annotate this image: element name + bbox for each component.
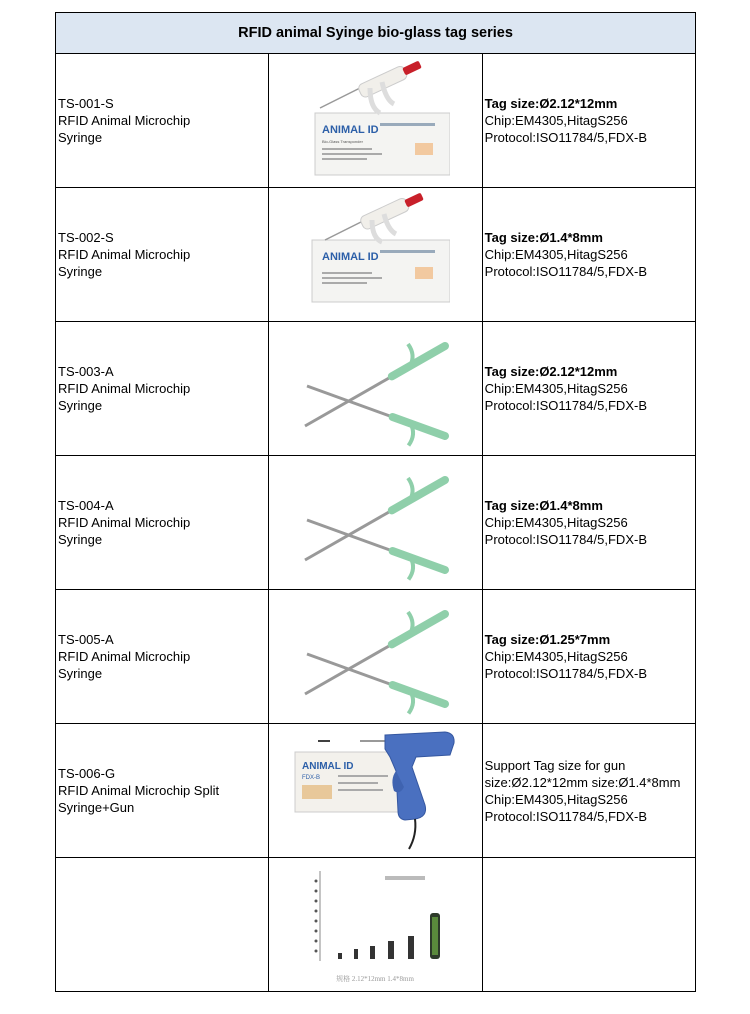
model-cell — [56, 54, 269, 188]
syringe-pack-image — [300, 58, 450, 183]
product-name: RFID Animal Microchip — [58, 113, 191, 128]
table-row — [56, 590, 696, 724]
size-chart-image — [290, 861, 460, 989]
table-row — [56, 54, 696, 188]
model-code: TS-004-A — [58, 498, 114, 513]
product-name: RFID Animal Microchip — [58, 247, 191, 262]
table-row — [56, 456, 696, 590]
green-syringes-image — [295, 326, 455, 451]
product-name: RFID Animal Microchip — [58, 381, 191, 396]
spec-cell — [482, 188, 695, 322]
model-cell — [56, 188, 269, 322]
table-row — [56, 724, 696, 858]
model-cell — [56, 322, 269, 456]
chip-spec: Chip:EM4305,HitagS256 — [484, 791, 628, 807]
protocol-spec: Protocol:ISO11784/5,FDX-B — [484, 808, 647, 824]
image-cell — [269, 724, 482, 858]
support-sizes: size:Ø2.12*12mm size:Ø1.4*8mm — [484, 774, 681, 790]
pack-label: ANIMAL ID — [322, 251, 380, 263]
model-cell — [56, 724, 269, 858]
chip-spec: Chip:EM4305,HitagS256 — [484, 113, 628, 128]
protocol-spec: Protocol:ISO11784/5,FDX-B — [484, 666, 647, 681]
protocol-spec: Protocol:ISO11784/5,FDX-B — [484, 264, 647, 279]
tag-size: Tag size:Ø1.25*7mm — [484, 632, 611, 647]
product-type: Syringe+Gun — [58, 800, 135, 815]
model-cell — [56, 456, 269, 590]
pack-label: ANIMAL ID — [322, 124, 380, 136]
green-syringes-image — [295, 594, 455, 719]
chip-spec: Chip:EM4305,HitagS256 — [484, 247, 628, 262]
tag-size: Tag size:Ø2.12*12mm — [484, 364, 618, 379]
empty-cell — [482, 858, 695, 992]
table-row — [56, 858, 696, 992]
product-table — [55, 12, 696, 992]
pack-label: ANIMAL ID — [302, 760, 354, 772]
tag-size: Tag size:Ø1.4*8mm — [484, 498, 603, 513]
protocol-spec: Protocol:ISO11784/5,FDX-B — [484, 532, 647, 547]
image-cell — [269, 590, 482, 724]
model-cell — [56, 590, 269, 724]
spec-cell — [482, 590, 695, 724]
tag-size: Tag size:Ø1.4*8mm — [484, 230, 603, 245]
chip-spec: Chip:EM4305,HitagS256 — [484, 649, 628, 664]
empty-cell — [56, 858, 269, 992]
spec-cell — [482, 322, 695, 456]
spec-cell — [482, 456, 695, 590]
pack-sub: FDX-B — [302, 774, 321, 781]
green-syringes-image — [295, 460, 455, 585]
image-cell — [269, 322, 482, 456]
chip-spec: Chip:EM4305,HitagS256 — [484, 515, 628, 530]
protocol-spec: Protocol:ISO11784/5,FDX-B — [484, 130, 647, 145]
model-code: TS-003-A — [58, 364, 114, 379]
product-type: Syringe — [58, 532, 103, 547]
chip-spec: Chip:EM4305,HitagS256 — [484, 381, 628, 396]
product-type: Syringe — [58, 398, 103, 413]
protocol-spec: Protocol:ISO11784/5,FDX-B — [484, 398, 647, 413]
table-title: RFID animal Syinge bio-glass tag series — [56, 13, 696, 54]
spec-cell — [482, 54, 695, 188]
product-name: RFID Animal Microchip Split — [58, 783, 220, 798]
injector-gun-image — [290, 727, 460, 855]
image-cell — [269, 858, 482, 992]
tag-size: Tag size:Ø2.12*12mm — [484, 96, 618, 111]
image-cell — [269, 456, 482, 590]
image-cell — [269, 54, 482, 188]
table-row — [56, 188, 696, 322]
product-type: Syringe — [58, 130, 103, 145]
table-row — [56, 322, 696, 456]
product-name: RFID Animal Microchip — [58, 649, 191, 664]
model-code: TS-001-S — [58, 96, 114, 111]
model-code: TS-006-G — [58, 766, 116, 781]
support-text: Support Tag size for gun — [484, 757, 626, 773]
spec-cell — [482, 724, 695, 858]
pack-sub: Bio-Glass Transponder — [322, 139, 364, 144]
image-cell — [269, 188, 482, 322]
syringe-pack-image — [300, 192, 450, 317]
product-type: Syringe — [58, 666, 103, 681]
model-code: TS-005-A — [58, 632, 114, 647]
size-chart-caption: 规格 2.12*12mm 1.4*8mm — [336, 974, 415, 983]
product-type: Syringe — [58, 264, 103, 279]
product-name: RFID Animal Microchip — [58, 515, 191, 530]
model-code: TS-002-S — [58, 230, 114, 245]
